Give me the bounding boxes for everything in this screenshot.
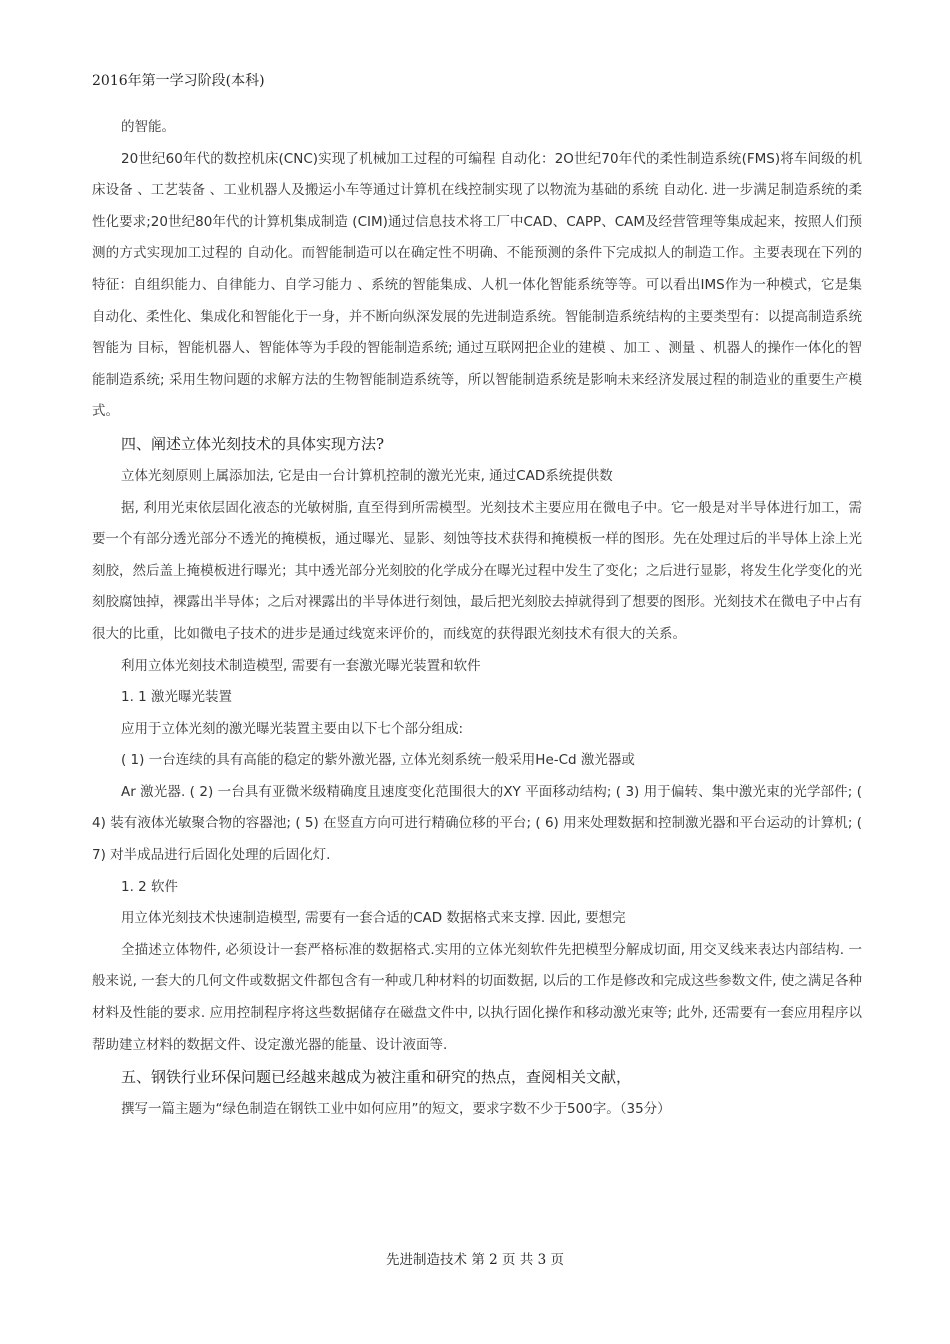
page-footer: 先进制造技术 第 2 页 共 3 页 xyxy=(386,1252,564,1268)
question-5-requirement: 撰写一篇主题为“绿色制造在钢铁工业中如何应用”的短文，要求字数不少于500字。（35分） xyxy=(121,1101,671,1118)
paragraph-seven-parts: 应用于立体光刻的激光曝光装置主要由以下七个部分组成: xyxy=(121,720,464,737)
page-header: 2016年第一学习阶段(本科) xyxy=(92,73,265,89)
section-1-1-heading: 1. 1 激光曝光装置 xyxy=(121,689,233,706)
paragraph-lithography: 据, 利用光束依层固化液态的光敏树脂, 直至得到所需模型。光刻技术主要应用在微电子中。它一般是对半导体进行加工，需要一个有部分透光部分不透光的掩模板，通过曝光、显影、刻蚀等技术获得和掩模板一样的图形。先在处理过后的半导体上涂上光刻胶，然后盖上掩模板进行曝光；其中透光部分光刻胶的化学成分在曝光过程中发生了变化；之后进行显影，将发生化学变化的光刻胶腐蚀掉，裸露出半导体；之后对裸露出的半导体进行刻蚀，最后把光刻胶去掉就得到了想要的图形。光刻技术在微电子中占有很大的比重，比如微电子技术的进步是通过线宽来评价的，而线宽的获得跟光刻技术有很大的关系。 xyxy=(92,499,862,642)
section-1-2-heading: 1. 2 软件 xyxy=(121,878,179,895)
question-5-heading: 五、钢铁行业环保问题已经越来越成为被注重和研究的热点，查阅相关文献， xyxy=(121,1068,632,1087)
paragraph-sl-intro: 立体光刻原则上属添加法, 它是由一台计算机控制的激光光束, 通过CAD系统提供数 xyxy=(121,467,613,484)
paragraph-software-intro: 用立体光刻技术快速制造模型, 需要有一套合适的CAD 数据格式来支撑. 因此, 要想完 xyxy=(121,910,626,927)
paragraph-part-1: ( 1) 一台连续的具有高能的稳定的紫外激光器, 立体光刻系统一般采用He-Cd 激光器或 xyxy=(121,752,635,769)
page-body xyxy=(92,112,862,1126)
paragraph-continuation: 的智能。 xyxy=(121,119,175,135)
paragraph-software-detail: 全描述立体物件, 必须设计一套严格标准的数据格式.实用的立体光刻软件先把模型分解成切面, 用交叉线来表达内部结构. 一般来说, 一套大的几何文件或数据文件都包含有一种或几种材料的切面数据, 以后的工作是修改和完成这些参数文件, 使之满足各种材料及性能的要求. 应用控制程序将这些数据储存在磁盘文件中, 以执行固化操作和移动激光束等; 此外, 还需要有一套应用程序以帮助建立材料的数据文件、设定激光器的能量、设计液面等. xyxy=(92,941,862,1053)
question-4-heading: 四、阐述立体光刻技术的具体实现方法? xyxy=(121,434,385,453)
paragraph-intelligent-manufacturing: 20世纪60年代的数控机床(CNC)实现了机械加工过程的可编程 自动化：2O世纪70年代的柔性制造系统(FMS)将车间级的机床设备 、工艺装备 、工业机器人及搬运小车等通过计算机在线控制实现了以物流为基础的系统 自动化. 进一步满足制造系统的柔性化要求;20世纪80年代的计算机集成制造 (CIM)通过信息技术将工厂中CAD、CAPP、CAM及经营管理等集成起来，按照人们预测的方式实现加工过程的 自动化。而智能制造可以在确定性不明确、不能预测的条件下完成拟人的制造工作。主要表现在下列的特征：自组织能力、自律能力、自学习能力 、系统的智能集成、人机一体化智能系统等等。可以看出IMS作为一种模式，它是集自动化、柔性化、集成化和智能化于一身，并不断向纵深发展的先进制造系统。智能制造系统结构的主要类型有：以提高制造系统智能为 目标，智能机器人、智能体等为手段的智能制造系统; 通过互联网把企业的建模 、加工 、测量 、机器人的操作一体化的智能制造系统; 采用生物问题的求解方法的生物智能制造系统等，所以智能制造系统是影响未来经济发展过程的制造业的重要生产模式。 xyxy=(92,150,862,420)
paragraph-equipment-intro: 利用立体光刻技术制造模型, 需要有一套激光曝光装置和软件 xyxy=(121,657,481,674)
paragraph-parts-list: Ar 激光器. ( 2) 一台具有亚微米级精确度且速度变化范围很大的XY 平面移动结构; ( 3) 用于偏转、集中激光束的光学部件; ( 4) 装有液体光敏聚合物的容器池; ( 5) 在竖直方向可进行精确位移的平台; ( 6) 用来处理数据和控制激光器和平台运动的计算机; ( 7) 对半成品进行后固化处理的后固化灯. xyxy=(92,783,862,864)
